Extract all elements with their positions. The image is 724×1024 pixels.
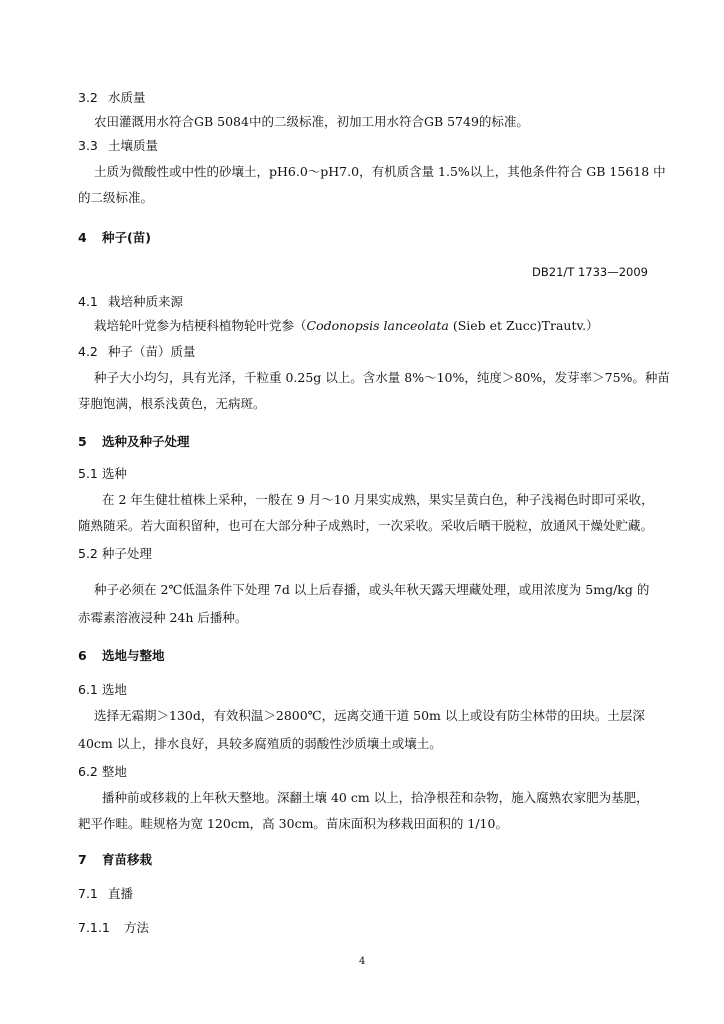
section-title: 土壤质量 [108,138,159,153]
page-number: 4 [359,956,366,967]
section-6-heading [78,648,165,664]
section-number: 6.1 [78,682,98,697]
section-7-1-heading [78,886,133,902]
paragraph-3-3-line-2: 的二级标准。 [78,190,154,205]
section-title: 种子处理 [101,546,152,561]
section-6-2-heading [78,764,127,780]
section-5-heading [78,434,190,450]
section-number: 5.2 [78,546,98,561]
paragraph-text: 栽培轮叶党参为桔梗科植物轮叶党参（ [94,318,307,333]
section-number: 6.2 [78,764,98,779]
section-title: 栽培种质来源 [108,294,184,309]
paragraph-6-2-line-1: 播种前或移栽的上年秋天整地。深翻土壤 40 cm 以上，拾净根茬和杂物，施入腐熟农家肥为基肥， [102,790,649,805]
section-number: 5 [78,434,87,449]
section-title: 育苗移栽 [102,852,153,867]
section-title: 种子(苗) [102,230,151,245]
section-title: 选种 [101,466,127,481]
section-4-1-heading [78,294,183,310]
section-title: 直播 [108,886,134,901]
paragraph-6-2-line-2: 耙平作畦。畦规格为宽 120cm，高 30cm。苗床面积为移栽田面积的 1/10。 [78,816,508,831]
section-title: 方法 [124,920,150,935]
section-4-2-heading [78,344,196,360]
section-7-1-1-heading [78,920,149,936]
paragraph-5-1-line-2: 随熟随采。若大面积留种，也可在大部分种子成熟时，一次采收。采收后晒干脱粒，放通风干燥处贮藏。 [78,518,654,533]
standard-code: DB21/T 1733—2009 [532,265,648,279]
section-3-2-heading [78,90,146,106]
paragraph-4-1 [94,318,599,334]
latin-name: Codonopsis lanceolata [306,318,449,333]
section-number: 4.2 [78,344,98,359]
section-number: 3.2 [78,90,98,105]
section-number: 4.1 [78,294,98,309]
section-title: 整地 [101,764,127,779]
section-number: 7 [78,852,87,867]
section-title: 选地与整地 [102,648,165,663]
section-5-1-heading [78,466,127,482]
section-4-heading [78,230,151,246]
section-number: 4 [78,230,87,245]
section-title: 种子（苗）质量 [108,344,196,359]
section-7-heading [78,852,152,868]
section-title: 选地 [101,682,127,697]
paragraph-4-2-line-2: 芽胞饱满，根系浅黄色，无病斑。 [78,396,266,411]
section-title: 选种及种子处理 [102,434,190,449]
section-number: 6 [78,648,87,663]
section-5-2-heading [78,546,152,562]
paragraph-3-3-line-1: 土质为微酸性或中性的砂壤土，pH6.0～pH7.0，有机质含量 1.5%以上，其他条件符合 GB 15618 中 [94,164,666,179]
paragraph-4-2-line-1: 种子大小均匀，具有光泽，千粒重 0.25g 以上。含水量 8%～10%，纯度＞80%，发芽率＞75%。种苗 [94,370,670,385]
section-number: 3.3 [78,138,98,153]
section-number: 7.1.1 [78,920,110,935]
section-number: 7.1 [78,886,98,901]
section-title: 水质量 [108,90,146,105]
section-6-1-heading [78,682,127,698]
paragraph-text: (Sieb et Zucc)Trautv.） [448,318,599,333]
paragraph-6-1-line-1: 选择无霜期＞130d，有效积温＞2800℃，远离交通干道 50m 以上或设有防尘林带的田块。土层深 [94,708,645,723]
paragraph-6-1-line-2: 40cm 以上，排水良好，具较多腐殖质的弱酸性沙质壤土或壤土。 [78,736,442,751]
paragraph-5-2-line-1: 种子必须在 2℃低温条件下处理 7d 以上后春播，或头年秋天露天埋藏处理，或用浓度为 5mg/kg 的 [94,582,650,597]
section-3-3-heading [78,138,158,154]
paragraph-5-1-line-1: 在 2 年生健壮植株上采种，一般在 9 月～10 月果实成熟，果实呈黄白色，种子浅褐色时即可采收， [102,492,654,507]
paragraph-3-2: 农田灌溉用水符合GB 5084中的二级标准，初加工用水符合GB 5749的标准。 [94,114,529,129]
paragraph-5-2-line-2: 赤霉素溶液浸种 24h 后播种。 [78,610,248,625]
section-number: 5.1 [78,466,98,481]
